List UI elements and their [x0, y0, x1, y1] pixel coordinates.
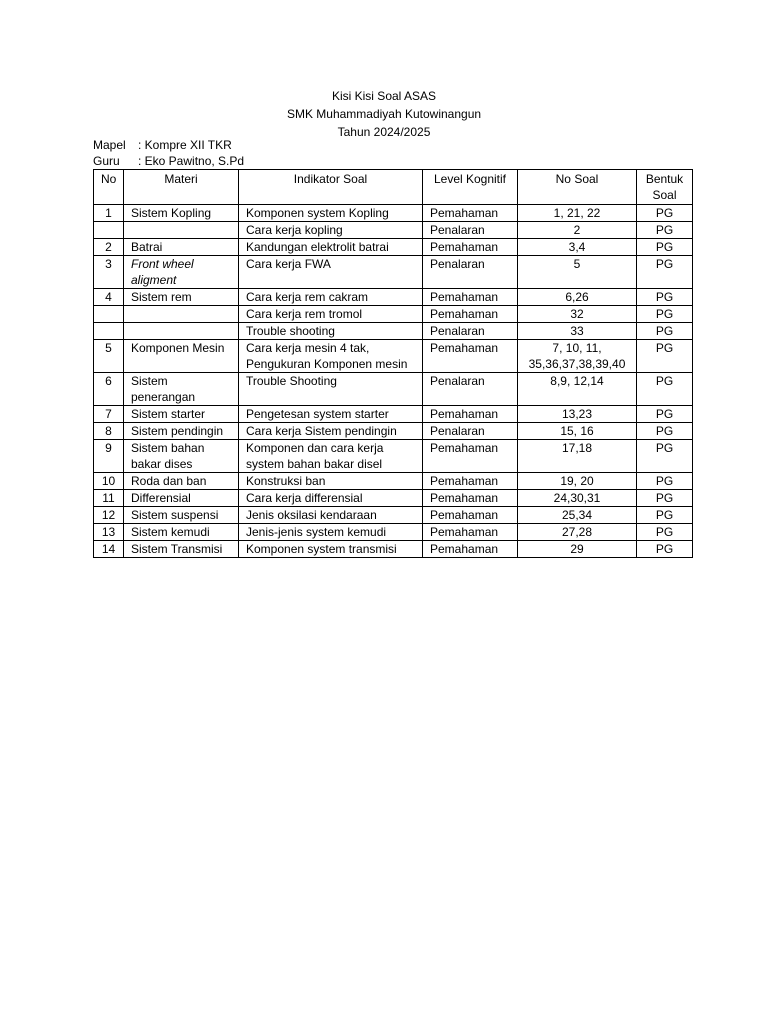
cell-materi: Differensial	[124, 490, 239, 507]
cell-no: 3	[94, 256, 124, 289]
table-row	[94, 524, 693, 541]
meta-guru-value: : Eko Pawitno, S.Pd	[138, 154, 245, 168]
cell-level: Penalaran	[423, 256, 518, 289]
cell-indikator: Cara kerja FWA	[239, 256, 423, 289]
cell-bentuk: PG	[637, 406, 693, 423]
cell-no-soal: 19, 20	[518, 473, 637, 490]
cell-indikator: Cara kerja Sistem pendingin	[239, 423, 423, 440]
cell-level: Pemahaman	[423, 340, 518, 373]
table-row	[94, 406, 693, 423]
cell-level: Pemahaman	[423, 473, 518, 490]
document-title: Kisi Kisi Soal ASAS	[331, 89, 437, 103]
cell-no: 11	[94, 490, 124, 507]
cell-level: Pemahaman	[423, 406, 518, 423]
cell-materi: Sistem rem	[124, 289, 239, 306]
cell-bentuk: PG	[637, 423, 693, 440]
cell-bentuk: PG	[637, 323, 693, 340]
document-meta	[93, 137, 244, 169]
cell-level: Pemahaman	[423, 289, 518, 306]
kisi-kisi-table	[93, 169, 693, 558]
cell-materi: Sistem bahan bakar dises	[124, 440, 239, 473]
cell-materi	[124, 222, 239, 239]
cell-bentuk: PG	[637, 507, 693, 524]
cell-level: Penalaran	[423, 373, 518, 406]
table-row	[94, 507, 693, 524]
column-header-no-soal: No Soal	[518, 170, 637, 205]
cell-indikator: Cara kerja rem tromol	[239, 306, 423, 323]
cell-no-soal: 25,34	[518, 507, 637, 524]
cell-no-soal: 24,30,31	[518, 490, 637, 507]
cell-level: Penalaran	[423, 323, 518, 340]
cell-materi: Sistem penerangan	[124, 373, 239, 406]
cell-bentuk: PG	[637, 289, 693, 306]
cell-level: Pemahaman	[423, 507, 518, 524]
meta-mapel-row	[93, 137, 244, 153]
cell-materi	[124, 306, 239, 323]
table-row	[94, 423, 693, 440]
table-row	[94, 205, 693, 222]
cell-no: 7	[94, 406, 124, 423]
cell-level: Penalaran	[423, 423, 518, 440]
cell-no: 1	[94, 205, 124, 222]
cell-no: 4	[94, 289, 124, 306]
cell-bentuk: PG	[637, 524, 693, 541]
cell-materi: Sistem Kopling	[124, 205, 239, 222]
cell-indikator: Kandungan elektrolit batrai	[239, 239, 423, 256]
cell-no: 5	[94, 340, 124, 373]
cell-no-soal: 33	[518, 323, 637, 340]
cell-bentuk: PG	[637, 340, 693, 373]
cell-indikator: Trouble shooting	[239, 323, 423, 340]
cell-no	[94, 323, 124, 340]
cell-level: Pemahaman	[423, 440, 518, 473]
column-header-no: No	[94, 170, 124, 205]
cell-no-soal: 17,18	[518, 440, 637, 473]
meta-mapel-label: Mapel	[93, 138, 126, 152]
cell-no: 2	[94, 239, 124, 256]
cell-no-soal: 27,28	[518, 524, 637, 541]
cell-bentuk: PG	[637, 205, 693, 222]
cell-materi: Batrai	[124, 239, 239, 256]
table-header-row	[94, 170, 693, 205]
cell-indikator: Cara kerja differensial	[239, 490, 423, 507]
cell-bentuk: PG	[637, 440, 693, 473]
table-row	[94, 306, 693, 323]
cell-bentuk: PG	[637, 473, 693, 490]
table-row	[94, 373, 693, 406]
cell-bentuk: PG	[637, 239, 693, 256]
cell-bentuk: PG	[637, 490, 693, 507]
cell-materi: Sistem kemudi	[124, 524, 239, 541]
cell-no	[94, 306, 124, 323]
cell-no: 10	[94, 473, 124, 490]
cell-no-soal: 7, 10, 11, 35,36,37,38,39,40	[518, 340, 637, 373]
cell-indikator: Pengetesan system starter	[239, 406, 423, 423]
cell-indikator: Konstruksi ban	[239, 473, 423, 490]
cell-materi: Sistem starter	[124, 406, 239, 423]
cell-no-soal: 8,9, 12,14	[518, 373, 637, 406]
cell-materi: Sistem Transmisi	[124, 541, 239, 558]
cell-no-soal: 6,26	[518, 289, 637, 306]
meta-mapel-value: : Kompre XII TKR	[138, 138, 232, 152]
cell-no: 9	[94, 440, 124, 473]
cell-no: 6	[94, 373, 124, 406]
cell-no-soal: 5	[518, 256, 637, 289]
cell-no	[94, 222, 124, 239]
cell-no: 8	[94, 423, 124, 440]
table-row	[94, 323, 693, 340]
table-row	[94, 239, 693, 256]
cell-level: Pemahaman	[423, 524, 518, 541]
cell-no: 13	[94, 524, 124, 541]
table-row	[94, 490, 693, 507]
cell-level: Pemahaman	[423, 541, 518, 558]
column-header-indikator: Indikator Soal	[239, 170, 423, 205]
cell-no-soal: 13,23	[518, 406, 637, 423]
table-row	[94, 256, 693, 289]
meta-guru-row	[93, 153, 244, 169]
cell-bentuk: PG	[637, 306, 693, 323]
table-row	[94, 440, 693, 473]
cell-no-soal: 32	[518, 306, 637, 323]
cell-bentuk: PG	[637, 256, 693, 289]
cell-level: Pemahaman	[423, 490, 518, 507]
table-body	[94, 205, 693, 558]
cell-level: Pemahaman	[423, 306, 518, 323]
table-row	[94, 473, 693, 490]
document-title-block	[0, 87, 768, 141]
cell-materi: Front wheel aligment	[124, 256, 239, 289]
cell-no-soal: 1, 21, 22	[518, 205, 637, 222]
cell-indikator: Komponen dan cara kerja system bahan bakar disel	[239, 440, 423, 473]
cell-indikator: Cara kerja mesin 4 tak, Pengukuran Komponen mesin	[239, 340, 423, 373]
table-row	[94, 340, 693, 373]
cell-indikator: Cara kerja kopling	[239, 222, 423, 239]
cell-indikator: Trouble Shooting	[239, 373, 423, 406]
cell-no-soal: 15, 16	[518, 423, 637, 440]
cell-indikator: Jenis oksilasi kendaraan	[239, 507, 423, 524]
cell-materi	[124, 323, 239, 340]
column-header-bentuk: Bentuk Soal	[637, 170, 693, 205]
table-row	[94, 222, 693, 239]
cell-indikator: Jenis-jenis system kemudi	[239, 524, 423, 541]
table-row	[94, 289, 693, 306]
cell-materi: Komponen Mesin	[124, 340, 239, 373]
cell-materi: Sistem suspensi	[124, 507, 239, 524]
cell-materi: Roda dan ban	[124, 473, 239, 490]
cell-indikator: Komponen system transmisi	[239, 541, 423, 558]
cell-level: Pemahaman	[423, 239, 518, 256]
cell-bentuk: PG	[637, 373, 693, 406]
cell-level: Pemahaman	[423, 205, 518, 222]
column-header-level: Level Kognitif	[423, 170, 518, 205]
academic-year: Tahun 2024/2025	[337, 125, 431, 139]
cell-level: Penalaran	[423, 222, 518, 239]
cell-bentuk: PG	[637, 541, 693, 558]
cell-bentuk: PG	[637, 222, 693, 239]
school-name: SMK Muhammadiyah Kutowinangun	[286, 107, 482, 121]
cell-no: 14	[94, 541, 124, 558]
cell-indikator: Komponen system Kopling	[239, 205, 423, 222]
cell-no-soal: 29	[518, 541, 637, 558]
cell-no-soal: 3,4	[518, 239, 637, 256]
cell-no: 12	[94, 507, 124, 524]
cell-materi: Sistem pendingin	[124, 423, 239, 440]
cell-indikator: Cara kerja rem cakram	[239, 289, 423, 306]
table-row	[94, 541, 693, 558]
cell-no-soal: 2	[518, 222, 637, 239]
column-header-materi: Materi	[124, 170, 239, 205]
meta-guru-label: Guru	[93, 154, 120, 168]
